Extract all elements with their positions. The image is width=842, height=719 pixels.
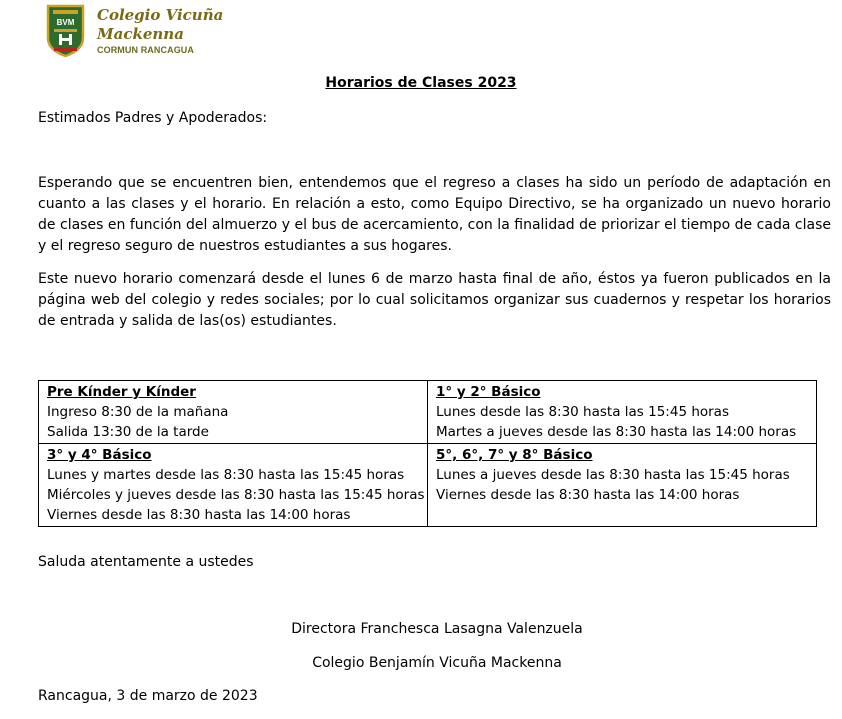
cell-title: Pre Kínder y Kínder	[47, 384, 196, 400]
signature-school: Colegio Benjamín Vicuña Mackenna	[312, 655, 562, 671]
cell-title: 1° y 2° Básico	[436, 384, 541, 400]
cell-line: Miércoles y jueves desde las 8:30 hasta las 15:45 horas	[47, 487, 425, 503]
school-subtitle: CORMUN RANCAGUA	[97, 45, 194, 55]
schedule-table	[38, 380, 817, 527]
crest-text: BVM	[56, 18, 75, 27]
paragraph-1: Esperando que se encuentren bien, entendemos que el regreso a clases ha sido un período de adaptación en cuanto a las clases y el horario. En relación a esto, como Equipo Directivo, se ha organizado un nuevo horario de clases en función del almuerzo y el bus de acercamiento, con la finalidad de priorizar el tiempo de cada clase y el regreso seguro de nuestros estudiantes a sus hogares.	[38, 175, 831, 254]
cell-line: Martes a jueves desde las 8:30 hasta las 14:00 horas	[436, 424, 797, 440]
cell-line: Viernes desde las 8:30 hasta las 14:00 horas	[47, 507, 351, 523]
document-title: Horarios de Clases 2023	[325, 75, 517, 91]
school-name-line2: Mackenna	[97, 25, 184, 43]
school-crest-icon	[46, 4, 85, 58]
schedule-cell-prekinder	[39, 381, 428, 444]
schedule-cell-1-2-basico	[428, 381, 817, 444]
cell-line: Lunes a jueves desde las 8:30 hasta las 15:45 horas	[436, 467, 790, 483]
paragraph-2: Este nuevo horario comenzará desde el lunes 6 de marzo hasta final de año, éstos ya fueron publicados en la página web del colegio y redes sociales; por lo cual solicitamos organizar sus cuadernos y respetar los horarios de entrada y salida de las(os) estudiantes.	[38, 271, 831, 329]
table-row	[39, 381, 817, 444]
cell-title: 5°, 6°, 7° y 8° Básico	[436, 447, 593, 463]
cell-title: 3° y 4° Básico	[47, 447, 152, 463]
letterhead	[46, 4, 223, 58]
schedule-cell-5-8-basico	[428, 444, 817, 527]
cell-line: Viernes desde las 8:30 hasta las 14:00 horas	[436, 487, 740, 503]
closing-line: Saluda atentamente a ustedes	[38, 554, 254, 570]
school-name-block	[97, 6, 223, 55]
signature-name: Directora Franchesca Lasagna Valenzuela	[291, 621, 583, 637]
table-row	[39, 444, 817, 527]
greeting: Estimados Padres y Apoderados:	[38, 110, 268, 126]
cell-line: Salida 13:30 de la tarde	[47, 424, 209, 440]
cell-line: Ingreso 8:30 de la mañana	[47, 404, 229, 420]
schedule-cell-3-4-basico	[39, 444, 428, 527]
cell-line: Lunes y martes desde las 8:30 hasta las 15:45 horas	[47, 467, 405, 483]
school-name-line1: Colegio Vicuña	[97, 6, 224, 24]
cell-line: Lunes desde las 8:30 hasta las 15:45 horas	[436, 404, 729, 420]
date-line: Rancagua, 3 de marzo de 2023	[38, 688, 258, 704]
